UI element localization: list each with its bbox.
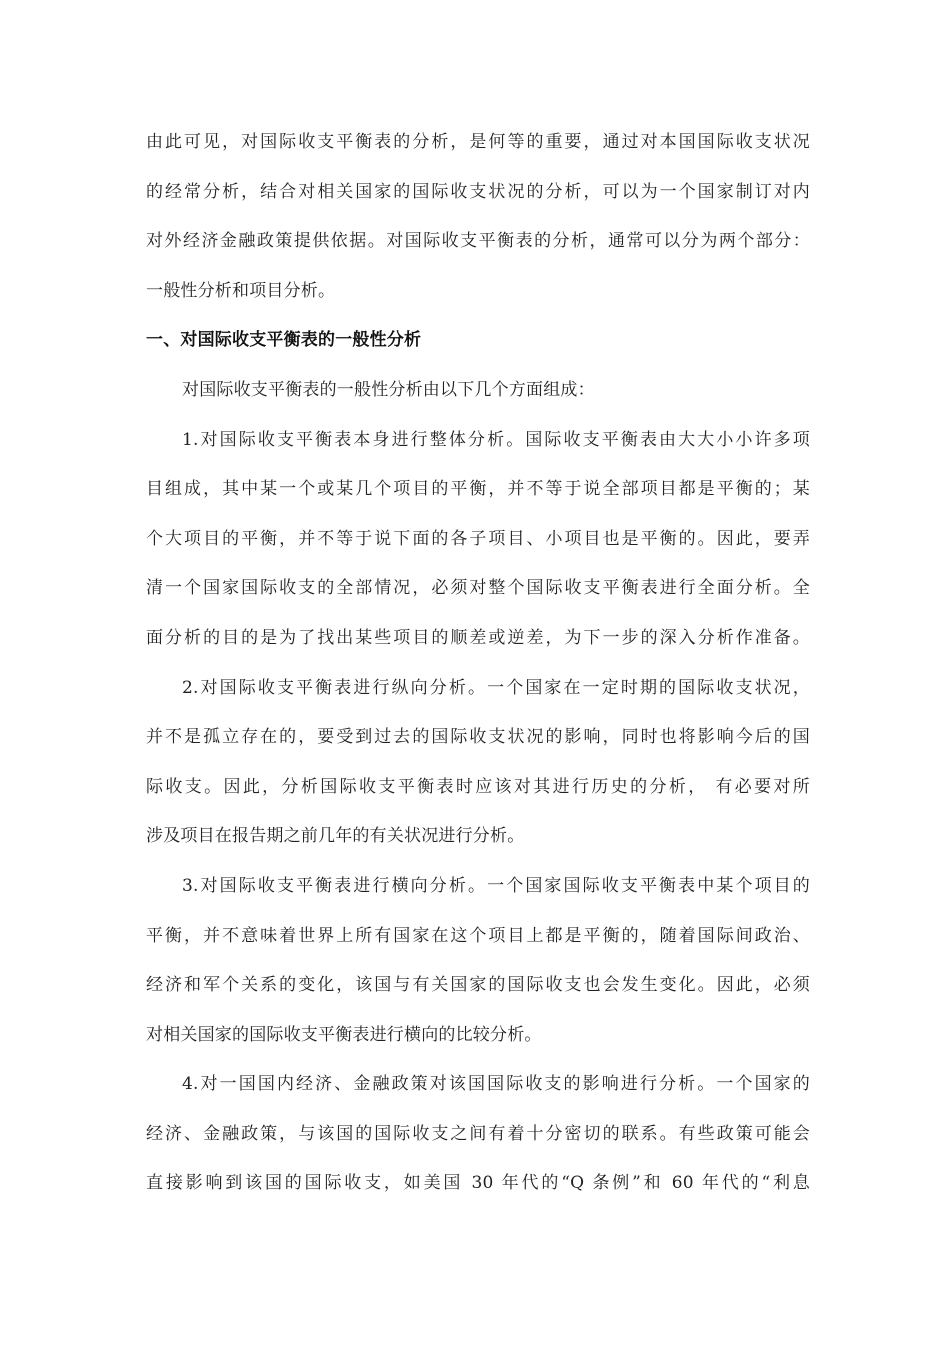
paragraph-line: 面分析的目的是为了找出某些项目的顺差或逆差，为下一步的深入分析作准备。 (146, 627, 810, 648)
paragraph-line: 对外经济金融政策提供依据。对国际收支平衡表的分析，通常可以分为两个部分： (146, 231, 810, 252)
paragraph-line: 对国际收支平衡表的一般性分析由以下几个方面组成： (182, 379, 595, 400)
paragraph-line: 2.对国际收支平衡表进行纵向分析。一个国家在一定时期的国际收支状况， (182, 677, 810, 698)
paragraph-line: 1.对国际收支平衡表本身进行整体分析。国际收支平衡表由大大小小许多项 (182, 429, 810, 450)
paragraph-line: 对相关国家的国际收支平衡表进行横向的比较分析。 (146, 1024, 542, 1045)
paragraph-line: 目组成，其中某一个或某几个项目的平衡，并不等于说全部项目都是平衡的；某 (146, 479, 810, 500)
document-body (146, 124, 810, 1215)
paragraph-line: 际收支。因此，分析国际收支平衡表时应该对其进行历史的分析， 有必要对所 (146, 776, 810, 797)
paragraph-line: 4.对一国国内经济、金融政策对该国国际收支的影响进行分析。一个国家的 (182, 1074, 810, 1095)
paragraph-line: 经济、金融政策，与该国的国际收支之间有着十分密切的联系。有些政策可能会 (146, 1123, 810, 1144)
paragraph-line: 涉及项目在报告期之前几年的有关状况进行分析。 (146, 826, 525, 847)
paragraph-line: 清一个国家国际收支的全部情况，必须对整个国际收支平衡表进行全面分析。全 (146, 578, 810, 599)
paragraph-line: 由此可见，对国际收支平衡表的分析，是何等的重要，通过对本国国际收支状况 (146, 132, 810, 152)
paragraph-line: 3.对国际收支平衡表进行横向分析。一个国家国际收支平衡表中某个项目的 (182, 875, 810, 896)
paragraph-line: 平衡，并不意味着世界上所有国家在这个项目上都是平衡的，随着国际间政治、 (146, 925, 810, 946)
paragraph-line: 的经常分析，结合对相关国家的国际收支状况的分析，可以为一个国家制订对内 (146, 181, 810, 202)
paragraph-line: 直接影响到该国的国际收支，如美国 30 年代的“Q 条例”和 60 年代的“利息 (146, 1173, 810, 1194)
paragraph-line: 并不是孤立存在的，要受到过去的国际收支状况的影响，同时也将影响今后的国 (146, 727, 810, 748)
paragraph-line: 个大项目的平衡，并不等于说下面的各子项目、小项目也是平衡的。因此，要弄 (146, 528, 810, 549)
paragraph-line: 一般性分析和项目分析。 (146, 280, 336, 301)
section-heading: 一、对国际收支平衡表的一般性分析 (146, 330, 422, 351)
paragraph-line: 经济和军个关系的变化，该国与有关国家的国际收支也会发生变化。因此，必须 (146, 975, 810, 996)
